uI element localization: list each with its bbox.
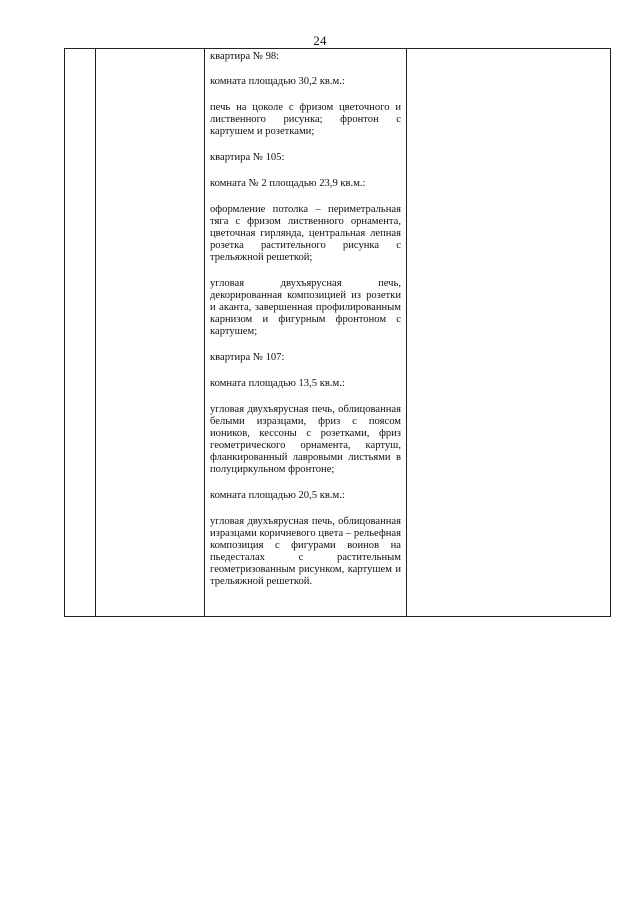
description-cell <box>210 51 401 588</box>
room-heading: комната площадью 20,5 кв.м.: <box>210 490 345 501</box>
apartment-heading: квартира № 98: <box>210 51 280 62</box>
apartment-heading: квартира № 105: <box>210 152 285 163</box>
table-column-divider <box>204 49 205 616</box>
table-column-divider <box>406 49 407 616</box>
feature-description: угловая двухъярусная печь, облицованная изразцами коричневого цвета – рельефная композиция с фигурами воинов на пьедесталах с растительным геометризованным рисунком, картушем и трельяжной решеткой. <box>210 516 401 587</box>
feature-description: печь на цоколе с фризом цветочного и лиственного рисунка; фронтон с картушем и розетками; <box>210 102 401 137</box>
room-heading: комната площадью 30,2 кв.м.: <box>210 76 345 87</box>
room-heading: комната площадью 13,5 кв.м.: <box>210 378 345 389</box>
feature-description: угловая двухъярусная печь, декорированная композицией из розетки и аканта, завершенная профилированным карнизом и фигурным фронтоном с картушем; <box>210 278 401 337</box>
page-number: 24 <box>313 33 327 48</box>
feature-description: угловая двухъярусная печь, облицованная белыми изразцами, фриз с поясом иоников, кессоны с розетками, фриз геометрического орнамента, картуш, фланкированный лавровыми листьями в полуциркульном фронтоне; <box>210 404 401 475</box>
apartment-heading: квартира № 107: <box>210 352 285 363</box>
document-table <box>64 48 611 617</box>
room-heading: комната № 2 площадью 23,9 кв.м.: <box>210 178 366 189</box>
feature-description: оформление потолка – периметральная тяга с фризом лиственного орнамента, цветочная гирлянда, центральная лепная розетка растительного рисунка с трельяжной решеткой; <box>210 204 401 263</box>
table-column-divider <box>95 49 96 616</box>
